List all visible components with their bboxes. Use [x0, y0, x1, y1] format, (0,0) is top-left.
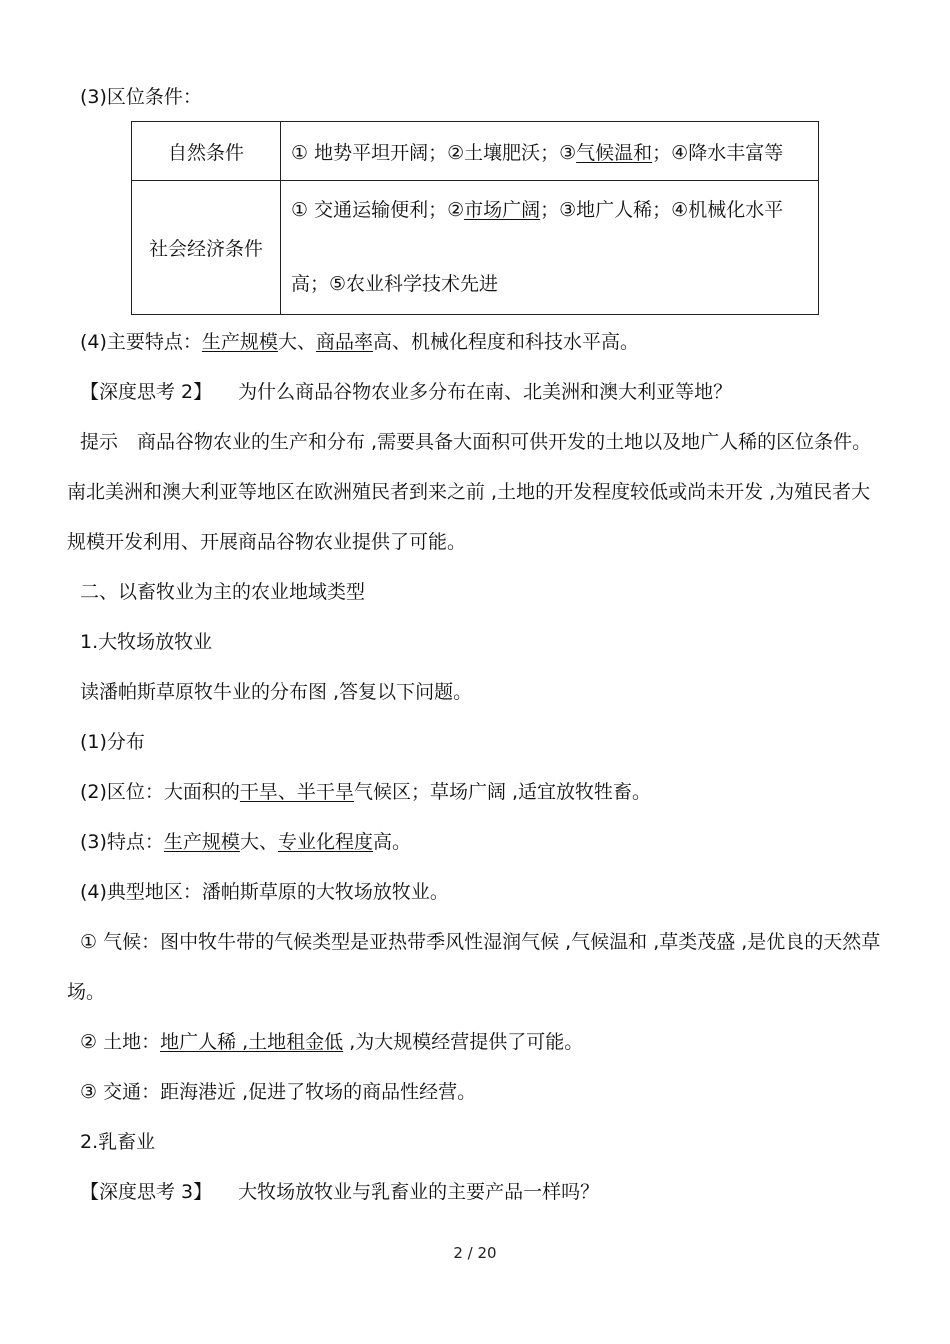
socioeconomic-conditions-label: 社会经济条件 — [132, 181, 281, 315]
hint-line-2: 南北美洲和澳大利亚等地区在欧洲殖民者到来之前 ,土地的开发程度较低或尚未开发 ,为殖民者大 — [67, 481, 871, 503]
deep-thinking-3: 【深度思考 3】 大牧场放牧业与乳畜业的主要产品一样吗？ — [80, 1181, 600, 1203]
hint-line-1: 提示 商品谷物农业的生产和分布 ,需要具备大面积可供开发的土地以及地广人稀的区位条件。 — [80, 431, 872, 453]
location-conditions-heading: (3)区位条件： — [80, 86, 202, 108]
ranch-land: ② 土地：地广人稀 ,土地租金低 ,为大规模经营提供了可能。 — [80, 1031, 584, 1053]
socioeconomic-conditions-cell: ① 交通运输便利；②市场广阔；③地广人稀；④机械化水平 高；⑤农业科学技术先进 — [281, 181, 819, 315]
natural-conditions-cell: ① 地势平坦开阔；②土壤肥沃；③气候温和；④降水丰富等 — [281, 122, 819, 181]
ranch-title: 1.大牧场放牧业 — [80, 631, 213, 653]
ranch-transport: ③ 交通：距海港近 ,促进了牧场的商品性经营。 — [80, 1081, 477, 1103]
table-row — [132, 122, 819, 181]
natural-conditions-label: 自然条件 — [132, 122, 281, 181]
ranch-location: (2)区位：大面积的干旱、半干旱气候区；草场广阔 ,适宜放牧牲畜。 — [80, 781, 652, 803]
ranch-intro: 读潘帕斯草原牧牛业的分布图 ,答复以下问题。 — [80, 681, 473, 703]
main-features-line: (4)主要特点：生产规模大、商品率高、机械化程度和科技水平高。 — [80, 331, 639, 353]
hint-line-3: 规模开发利用、开展商品谷物农业提供了可能。 — [67, 531, 467, 553]
location-conditions-table — [131, 121, 819, 315]
page-number: 2 / 20 — [453, 1244, 497, 1262]
ranch-distribution: (1)分布 — [80, 731, 145, 753]
dairy-title: 2.乳畜业 — [80, 1131, 156, 1153]
section-2-title: 二、以畜牧业为主的农业地域类型 — [80, 581, 366, 603]
deep-thinking-2: 【深度思考 2】 为什么商品谷物农业多分布在南、北美洲和澳大利亚等地？ — [80, 381, 733, 403]
ranch-climate-line-2: 场。 — [67, 981, 106, 1003]
ranch-region: (4)典型地区：潘帕斯草原的大牧场放牧业。 — [80, 881, 449, 903]
table-row — [132, 181, 819, 315]
ranch-features: (3)特点：生产规模大、专业化程度高。 — [80, 831, 411, 853]
ranch-climate-line-1: ① 气候：图中牧牛带的气候类型是亚热带季风性湿润气候 ,气候温和 ,草类茂盛 ,是优良的天然草 — [80, 931, 881, 953]
